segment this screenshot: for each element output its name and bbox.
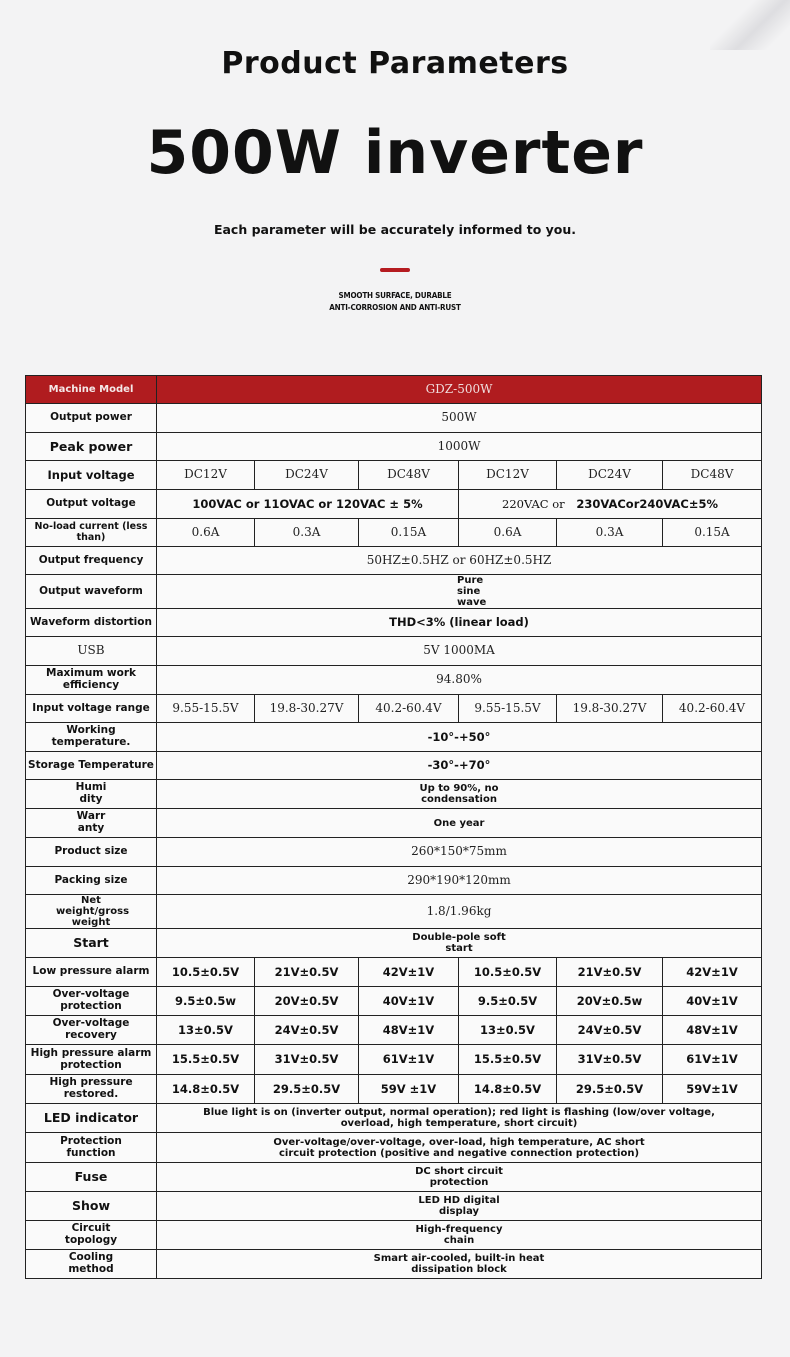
section-title: Product Parameters (221, 46, 569, 81)
row-label: High pressure alarm protection (26, 1045, 157, 1075)
row-noload-current (26, 519, 762, 547)
row-value: 50HZ±0.5HZ or 60HZ±0.5HZ (157, 547, 762, 575)
cell: 14.8±0.5V (157, 1075, 255, 1104)
cell: 0.6A (459, 519, 557, 547)
cell: 15.5±0.5V (459, 1045, 557, 1075)
row-label: Working temperature. (26, 723, 157, 752)
row-label: Machine Model (26, 376, 157, 404)
row-value: 5V 1000MA (157, 637, 762, 666)
row-value: LED HD digital display (157, 1192, 762, 1221)
cell: 40V±1V (663, 987, 762, 1016)
row-value: Blue light is on (inverter output, normal operation); red light is flashing (low/over voltage, overload, high temperature, short circuit) (157, 1104, 762, 1133)
row-product-size (26, 838, 762, 867)
row-high-pressure-restored (26, 1075, 762, 1104)
row-storage-temperature (26, 752, 762, 780)
row-label: Output power (26, 404, 157, 433)
row-start (26, 929, 762, 958)
output-voltage-low: 100VAC or 11OVAC or 120VAC ± 5% (157, 490, 459, 519)
cell: DC24V (255, 461, 359, 490)
row-label: Low pressure alarm (26, 958, 157, 987)
row-label: Net weight/gross weight (26, 895, 157, 929)
cell: 20V±0.5V (255, 987, 359, 1016)
row-value: Over-voltage/over-voltage, over-load, high temperature, AC short circuit protection (positive and negative connection protection) (157, 1133, 762, 1163)
cell: 0.15A (663, 519, 762, 547)
output-voltage-high-a: 220VAC or (502, 496, 565, 511)
cell: DC48V (663, 461, 762, 490)
row-output-voltage (26, 490, 762, 519)
cell: 31V±0.5V (255, 1045, 359, 1075)
row-led-indicator (26, 1104, 762, 1133)
row-model (26, 376, 762, 404)
row-packing-size (26, 867, 762, 895)
row-label: LED indicator (26, 1104, 157, 1133)
row-value: Double-pole soft start (157, 929, 762, 958)
row-label: Output frequency (26, 547, 157, 575)
row-label: Input voltage range (26, 695, 157, 723)
cell: 61V±1V (663, 1045, 762, 1075)
cell: 24V±0.5V (255, 1016, 359, 1045)
row-label: Start (26, 929, 157, 958)
cell: DC24V (557, 461, 663, 490)
row-value: One year (157, 809, 762, 838)
row-show (26, 1192, 762, 1221)
cell: 31V±0.5V (557, 1045, 663, 1075)
row-humidity (26, 780, 762, 809)
cell: 9.55-15.5V (157, 695, 255, 723)
row-label: No-load current (less than) (26, 519, 157, 547)
cell: 9.5±0.5V (459, 987, 557, 1016)
row-value: Up to 90%, no condensation (157, 780, 762, 809)
row-max-efficiency (26, 666, 762, 695)
row-value: THD<3% (linear load) (157, 609, 762, 637)
row-value: -30°-+70° (157, 752, 762, 780)
row-label: Humi dity (26, 780, 157, 809)
subtitle: Each parameter will be accurately informed to you. (213, 222, 577, 237)
cell: DC12V (459, 461, 557, 490)
cell: 21V±0.5V (255, 958, 359, 987)
row-label: Maximum work efficiency (26, 666, 157, 695)
cell: 40.2-60.4V (359, 695, 459, 723)
row-over-voltage-protection (26, 987, 762, 1016)
model-value: GDZ-500W (157, 376, 762, 404)
row-value: 1000W (157, 433, 762, 461)
row-label: Product size (26, 838, 157, 867)
row-label: Protection function (26, 1133, 157, 1163)
row-circuit-topology (26, 1221, 762, 1250)
output-voltage-high-b: 230VACor240VAC±5% (576, 496, 718, 511)
cell: 0.6A (157, 519, 255, 547)
cell: 48V±1V (359, 1016, 459, 1045)
cell: 61V±1V (359, 1045, 459, 1075)
accent-divider (380, 268, 410, 272)
row-label: Output voltage (26, 490, 157, 519)
cell: 40.2-60.4V (663, 695, 762, 723)
row-label: Cooling method (26, 1250, 157, 1279)
row-working-temperature (26, 723, 762, 752)
cell: 42V±1V (359, 958, 459, 987)
row-label: Warr anty (26, 809, 157, 838)
cell: 20V±0.5w (557, 987, 663, 1016)
cell: 13±0.5V (459, 1016, 557, 1045)
row-output-frequency (26, 547, 762, 575)
row-warranty (26, 809, 762, 838)
cell: 9.5±0.5w (157, 987, 255, 1016)
row-label: Peak power (26, 433, 157, 461)
cell: 40V±1V (359, 987, 459, 1016)
cell: 29.5±0.5V (255, 1075, 359, 1104)
row-cooling-method (26, 1250, 762, 1279)
cell: 29.5±0.5V (557, 1075, 663, 1104)
row-label: Waveform distortion (26, 609, 157, 637)
row-label: Show (26, 1192, 157, 1221)
cell: 24V±0.5V (557, 1016, 663, 1045)
cell: 0.15A (359, 519, 459, 547)
row-label: USB (26, 637, 157, 666)
cell: 59V±1V (663, 1075, 762, 1104)
row-value: -10°-+50° (157, 723, 762, 752)
row-label: Storage Temperature (26, 752, 157, 780)
row-value: Pure sine wave (157, 575, 762, 609)
row-label: Packing size (26, 867, 157, 895)
row-value: 260*150*75mm (157, 838, 762, 867)
cell: 0.3A (255, 519, 359, 547)
row-value: Smart air-cooled, built-in heat dissipation block (157, 1250, 762, 1279)
row-output-waveform (26, 575, 762, 609)
row-usb (26, 637, 762, 666)
row-label: Over-voltage recovery (26, 1016, 157, 1045)
row-low-pressure-alarm (26, 958, 762, 987)
cell: DC48V (359, 461, 459, 490)
row-input-voltage (26, 461, 762, 490)
row-output-power (26, 404, 762, 433)
cell: 0.3A (557, 519, 663, 547)
row-value: 1.8/1.96kg (157, 895, 762, 929)
parameters-table (25, 375, 762, 1279)
cell: 19.8-30.27V (255, 695, 359, 723)
row-waveform-distortion (26, 609, 762, 637)
row-label: Circuit topology (26, 1221, 157, 1250)
cell: 13±0.5V (157, 1016, 255, 1045)
cell: 10.5±0.5V (459, 958, 557, 987)
output-voltage-high (459, 490, 762, 519)
row-high-pressure-alarm (26, 1045, 762, 1075)
row-protection-function (26, 1133, 762, 1163)
row-input-voltage-range (26, 695, 762, 723)
cell: 10.5±0.5V (157, 958, 255, 987)
cell: 9.55-15.5V (459, 695, 557, 723)
row-over-voltage-recovery (26, 1016, 762, 1045)
cell: 14.8±0.5V (459, 1075, 557, 1104)
row-value: High-frequency chain (157, 1221, 762, 1250)
row-value: 94.80% (157, 666, 762, 695)
row-label: Output waveform (26, 575, 157, 609)
row-fuse (26, 1163, 762, 1192)
cell: 21V±0.5V (557, 958, 663, 987)
row-label: Over-voltage protection (26, 987, 157, 1016)
row-label: Fuse (26, 1163, 157, 1192)
cell: DC12V (157, 461, 255, 490)
row-value: DC short circuit protection (157, 1163, 762, 1192)
row-value: 290*190*120mm (157, 867, 762, 895)
cell: 19.8-30.27V (557, 695, 663, 723)
row-peak-power (26, 433, 762, 461)
tagline-line-1: SMOOTH SURFACE, DURABLE (338, 291, 452, 300)
corner-decoration (710, 0, 790, 50)
row-label: High pressure restored. (26, 1075, 157, 1104)
cell: 48V±1V (663, 1016, 762, 1045)
row-label: Input voltage (26, 461, 157, 490)
cell: 15.5±0.5V (157, 1045, 255, 1075)
product-title: 500W inverter (146, 118, 644, 188)
tagline-line-2: ANTI-CORROSION AND ANTI-RUST (329, 303, 461, 312)
row-weight (26, 895, 762, 929)
cell: 42V±1V (663, 958, 762, 987)
row-value: 500W (157, 404, 762, 433)
cell: 59V ±1V (359, 1075, 459, 1104)
